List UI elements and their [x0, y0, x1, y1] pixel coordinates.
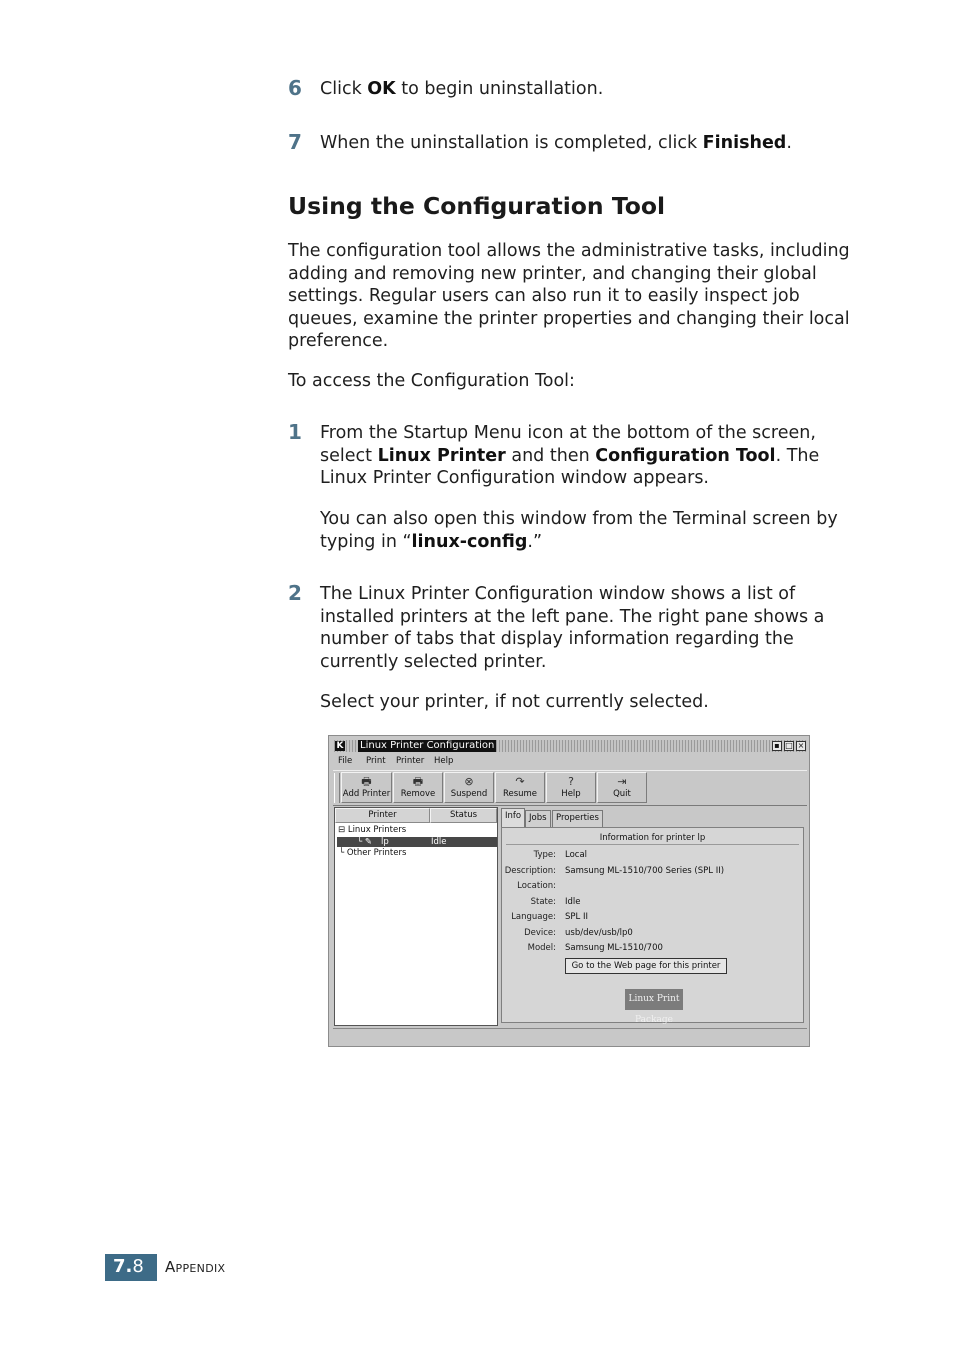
field-label: Model:: [527, 943, 556, 953]
step-text-bold: Finished: [702, 133, 787, 153]
toolbar-handle[interactable]: [334, 773, 340, 803]
field-label: Device:: [524, 928, 556, 938]
step-number: 2: [288, 581, 302, 605]
footer-section-label: Appendix: [165, 1258, 226, 1276]
step-note: [320, 508, 838, 553]
step-line: installed printers at the left pane. The right pane shows a: [320, 606, 825, 627]
field-label: Description:: [504, 866, 556, 876]
menu-bar: [334, 754, 807, 768]
field-value: Local: [565, 850, 588, 860]
step-note: Select your printer, if not currently selected.: [320, 692, 709, 712]
toolbar-label: Help: [561, 789, 581, 799]
tree-root-label: Linux Printers: [347, 825, 407, 835]
resume-button[interactable]: [495, 772, 545, 803]
section-heading: Using the Configuration Tool: [288, 192, 666, 220]
step-text: [320, 422, 819, 490]
page-number: [113, 1256, 144, 1277]
resume-icon: ↷: [515, 775, 525, 788]
step-text-part: to begin uninstallation.: [395, 79, 604, 99]
printer-list-pane: [334, 807, 498, 1026]
config-window-screenshot: [328, 735, 810, 1047]
column-header-printer[interactable]: Printer: [335, 808, 430, 823]
kde-icon[interactable]: K: [336, 741, 344, 751]
printer-name: lp: [381, 837, 389, 847]
help-icon: ?: [568, 775, 574, 788]
page-number-value: 8: [132, 1256, 144, 1277]
step-line: Linux Printer Configuration window appears.: [320, 468, 709, 488]
printer-remove-icon: 🖶: [412, 775, 424, 788]
tree-branch-icon: └: [339, 848, 345, 858]
step-number: 7: [288, 130, 302, 154]
remove-button[interactable]: [393, 772, 443, 803]
toolbar: [333, 770, 807, 806]
quit-button[interactable]: [597, 772, 647, 803]
menu-help[interactable]: Help: [434, 756, 454, 766]
window-title: Linux Printer Configuration: [360, 740, 495, 751]
linux-print-package-logo: Linux Print Package: [625, 989, 683, 1010]
toolbar-label: Quit: [613, 789, 631, 799]
web-page-button[interactable]: Go to the Web page for this printer: [565, 958, 727, 974]
field-label: State:: [530, 897, 556, 907]
window-titlebar[interactable]: [334, 740, 807, 752]
field-value: usb/dev/usb/lp0: [565, 928, 633, 938]
tab-info[interactable]: Info: [501, 808, 525, 828]
tree-other-label: Other Printers: [346, 848, 407, 858]
menu-file[interactable]: File: [338, 756, 353, 766]
toolbar-label: Resume: [502, 789, 538, 799]
intro-paragraph: [288, 240, 850, 353]
step-text-part: select: [320, 445, 378, 466]
step-text: [320, 583, 824, 673]
printer-add-icon: 🖶: [361, 775, 372, 788]
step-number: 1: [288, 420, 302, 444]
access-line: To access the Configuration Tool:: [288, 371, 575, 391]
info-panel: [501, 827, 804, 1023]
tree-branch-icon: └ ✎: [357, 837, 372, 847]
step-text-bold: Linux Printer: [377, 445, 506, 466]
maximize-icon[interactable]: □: [785, 741, 793, 750]
tab-properties[interactable]: Properties: [552, 810, 603, 827]
intro-line: adding and removing new printer, and changing their global: [288, 263, 817, 284]
step-text-part: Click: [320, 79, 368, 99]
step-text-part: .: [786, 133, 792, 153]
intro-line: The configuration tool allows the administrative tasks, including: [288, 241, 850, 261]
help-button[interactable]: [546, 772, 596, 803]
printer-info-pane: [501, 807, 807, 1026]
step-text-bold: Configuration Tool: [595, 445, 776, 466]
chapter-number: 7.: [113, 1256, 133, 1277]
tree-root[interactable]: [338, 825, 406, 836]
step-line: You can also open this window from the Terminal screen by: [320, 509, 838, 529]
step-line: The Linux Printer Configuration window shows a list of: [320, 584, 796, 604]
field-label: Type:: [533, 850, 556, 860]
toolbar-label: Suspend: [450, 789, 488, 799]
add-printer-button[interactable]: [341, 772, 392, 803]
toolbar-label: Add Printer: [342, 789, 391, 799]
field-value: SPL II: [565, 912, 588, 922]
info-title: Information for printer lp: [599, 833, 706, 843]
step-text-part: and then: [505, 445, 596, 466]
step-text-bold: OK: [367, 79, 396, 99]
step-text-part: When the uninstallation is completed, click: [320, 133, 703, 153]
step-text-part: typing in “: [320, 531, 412, 552]
step-text-bold: linux-config: [411, 531, 528, 552]
step-number: 6: [288, 76, 302, 100]
toolbar-label: Remove: [400, 789, 436, 799]
close-icon[interactable]: ×: [797, 741, 805, 750]
field-value: Samsung ML-1510/700: [565, 943, 663, 953]
status-bar: [333, 1028, 807, 1044]
step-line: [320, 445, 819, 468]
step-line: number of tabs that display information regarding the: [320, 629, 794, 649]
tree-other[interactable]: [339, 848, 406, 859]
printer-row-selected[interactable]: [337, 837, 497, 847]
field-value: Idle: [565, 897, 581, 907]
step-text: [320, 78, 603, 101]
intro-line: queues, examine the printer properties and changing their local: [288, 308, 850, 329]
column-header-status[interactable]: Status: [430, 808, 497, 823]
field-label: Location:: [517, 881, 556, 891]
tab-jobs[interactable]: Jobs: [525, 810, 551, 827]
minimize-icon[interactable]: ▪: [772, 741, 782, 751]
quit-icon: ⇥: [617, 775, 627, 788]
field-label: Language:: [511, 912, 556, 922]
tree-expander-icon[interactable]: ⊟: [338, 825, 346, 835]
suspend-icon: ⊗: [464, 775, 474, 788]
printer-status: Idle: [431, 837, 447, 847]
step-text-part: . The: [775, 445, 820, 466]
step-line: [320, 531, 838, 554]
menu-print[interactable]: Print: [366, 756, 386, 766]
suspend-button[interactable]: [444, 772, 494, 803]
menu-printer[interactable]: Printer: [396, 756, 425, 766]
step-line: currently selected printer.: [320, 651, 547, 672]
field-value: Samsung ML-1510/700 Series (SPL II): [565, 866, 725, 876]
intro-line: settings. Regular users can also run it to easily inspect job: [288, 286, 800, 306]
step-line: From the Startup Menu icon at the bottom of the screen,: [320, 423, 816, 443]
step-text-part: .”: [527, 531, 543, 552]
divider: [506, 844, 799, 845]
intro-line: preference.: [288, 331, 389, 351]
step-text: [320, 132, 792, 155]
